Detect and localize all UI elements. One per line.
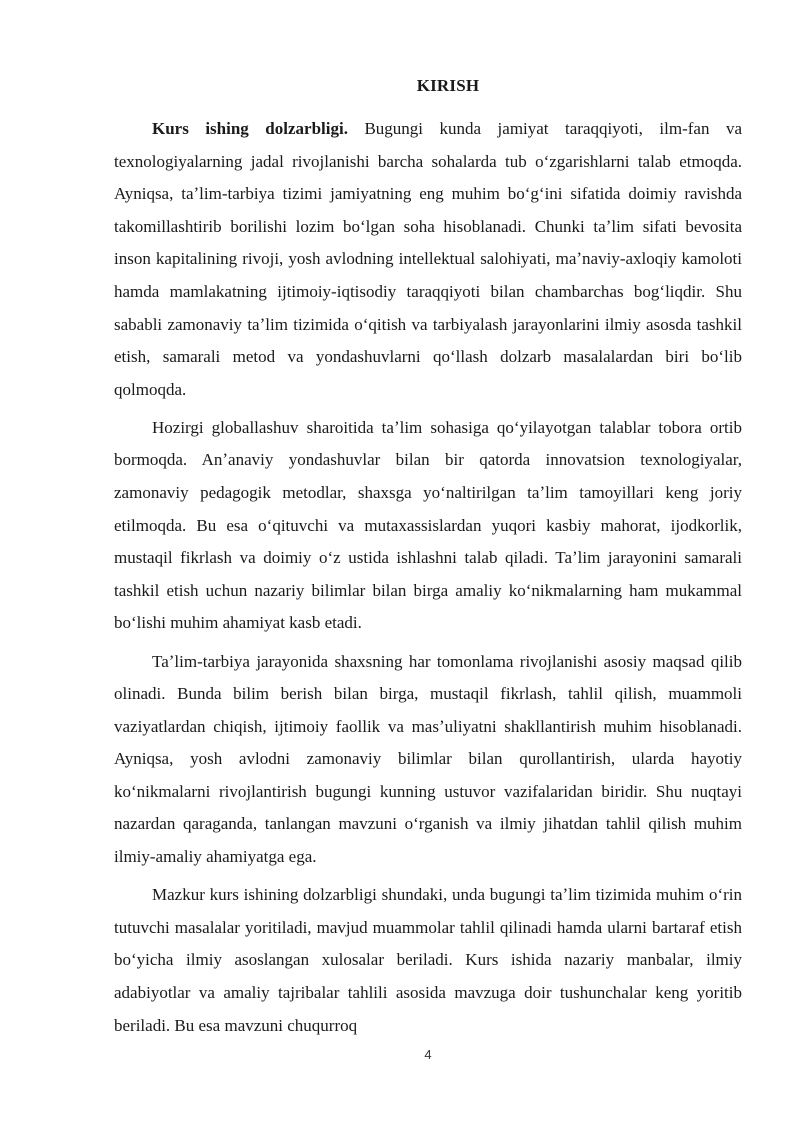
body-text — [114, 113, 742, 1048]
paragraph-3: Taʼlim-tarbiya jarayonida shaxsning har tomonlama rivojlanishi asosiy maqsad qilib olinadi. Bunda bilim berish bilan birga, mustaqil fikrlash, tahlil qilish, muammoli vaziyatlardan chiqish, ijtimoiy faollik va masʼuliyatni shakllantirish muhim hisoblanadi. Ayniqsa, yosh avlodni zamonaviy bilimlar bilan qurollantirish, ularda hayotiy koʻnikmalarni rivojlantirish bugungi kunning ustuvor vazifalaridan biridir. Shu nuqtayi nazardan qaraganda, tanlangan mavzuni oʻrganish va ilmiy jihatdan tahlil qilish muhim ilmiy-amaliy ahamiyatga ega. — [114, 651, 742, 867]
section-heading: KIRISH — [416, 76, 480, 95]
paragraph-4: Mazkur kurs ishining dolzarbligi shundaki, unda bugungi taʼlim tizimida muhim oʻrin tutuvchi masalalar yoritiladi, mavjud muammolar tahlil qilinadi hamda ularni bartaraf etish boʻyicha ilmiy asoslangan xulosalar beriladi. Kurs ishida nazariy manbalar, ilmiy adabiyotlar va amaliy tajribalar tahlili asosida mavzuga doir tushunchalar keng yoritib beriladi. Bu esa mavzuni chuqurroq — [114, 885, 742, 1035]
paragraph-lead: Kurs ishing dolzarbligi. — [152, 119, 348, 138]
paragraph-2: Hozirgi globallashuv sharoitida taʼlim sohasiga qoʻyilayotgan talablar tobora ortib bormoqda. Anʼanaviy yondashuvlar bilan bir qatorda innovatsion texnologiyalar, zamonaviy pedagogik metodlar, shaxsga yoʻnaltirilgan taʼlim tamoyillari keng joriy etilmoqda. Bu esa oʻqituvchi va mutaxassislardan yuqori kasbiy mahorat, ijodkorlik, mustaqil fikrlash va doimiy oʻz ustida ishlashni talab qiladi. Taʼlim jarayonini samarali tashkil etish uchun nazariy bilimlar bilan birga amaliy koʻnikmalarning ham mukammal boʻlishi muhim ahamiyat kasb etadi. — [114, 417, 742, 633]
paragraph-1 — [114, 113, 742, 406]
paragraph-text: Bugungi kunda jamiyat taraqqiyoti, ilm-fan va texnologiyalarning jadal rivojlanishi barcha sohalarda tub oʻzgarishlarni talab etmoqda. Ayniqsa, taʼlim-tarbiya tizimi jamiyatning eng muhim boʻgʻini sifatida doimiy ravishda takomillashtirib borilishi lozim boʻlgan soha hisoblanadi. Chunki taʼlim sifati bevosita inson kapitalining rivoji, yosh avlodning intellektual salohiyati, maʼnaviy-axloqiy kamoloti hamda mamlakatning ijtimoiy-iqtisodiy taraqqiyoti bilan chambarchas bogʻliqdir. Shu sababli zamonaviy taʼlim tizimida oʻqitish va tarbiyalash jarayonlarini ilmiy asosda tashkil etish, samarali metod va yondashuvlarni qoʻllash dolzarb masalalardan biri boʻlib qolmoqda. — [114, 119, 742, 399]
page-number: 4 — [424, 1047, 432, 1062]
